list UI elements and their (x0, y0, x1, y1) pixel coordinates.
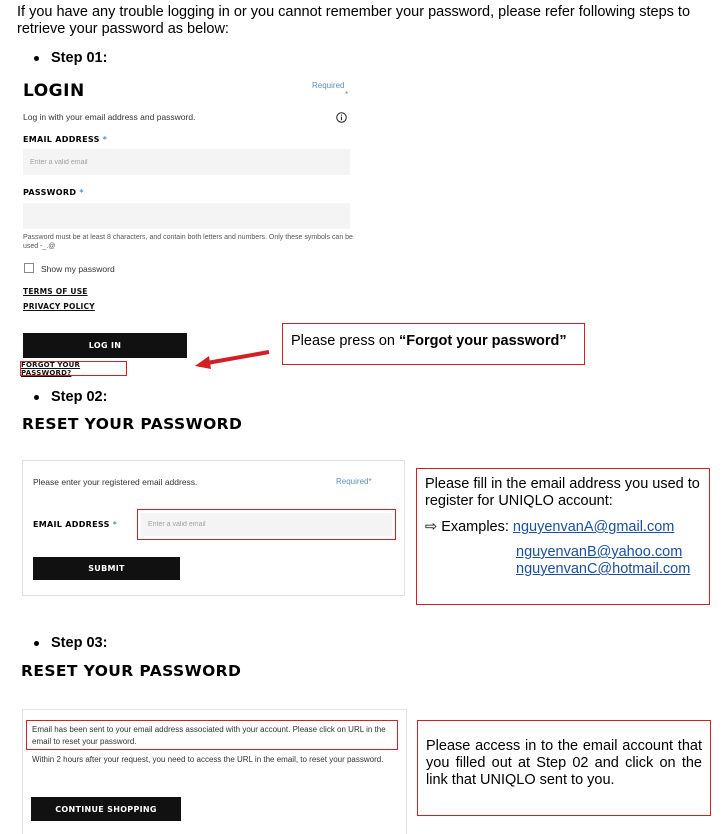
example-email-gmail[interactable]: nguyenvanA@gmail.com (512, 519, 675, 535)
step-01-heading: Step 01: (34, 50, 107, 66)
login-title: LOGIN (23, 81, 85, 101)
bullet-icon (34, 56, 39, 61)
required-note: Required* (336, 477, 372, 486)
callout-forgot-password: Please press on “Forgot your password” (282, 323, 585, 365)
continue-shopping-button[interactable]: CONTINUE SHOPPING (31, 797, 181, 821)
reset-password-title-2: RESET YOUR PASSWORD (21, 662, 242, 680)
time-limit-note: Within 2 hours after your request, you need to access the URL in the email, to reset your password. (32, 755, 384, 764)
red-arrow-icon (193, 347, 273, 373)
reset-email-input[interactable] (141, 513, 392, 536)
email-field[interactable] (23, 149, 350, 175)
step-02-heading: Step 02: (34, 389, 107, 405)
callout-access-email: Please access in to the email account that you filled out at Step 02 and click on the link that UNIQLO sent to you. (417, 720, 711, 816)
example-row-1: ⇨ Examples: nguyenvanA@gmail.com (425, 519, 675, 535)
forgot-password-highlight[interactable] (20, 361, 127, 376)
login-button[interactable]: LOG IN (23, 333, 187, 358)
info-icon[interactable] (336, 110, 347, 121)
reset-email-label: EMAIL ADDRESS * (33, 520, 118, 529)
show-password-checkbox[interactable] (24, 263, 34, 273)
callout-email-examples (416, 468, 710, 605)
required-note: Required (312, 81, 345, 90)
example-row-2 (516, 544, 701, 561)
show-password-label: Show my password (41, 264, 115, 274)
password-hint: Password must be at least 8 characters, and contain both letters and numbers. Only these symbols can be used -_.@ (23, 234, 353, 250)
step-03-heading: Step 03: (34, 635, 107, 651)
email-label: EMAIL ADDRESS * (23, 135, 108, 144)
email-sent-highlight (26, 720, 398, 750)
password-label: PASSWORD * (23, 188, 84, 197)
bullet-icon (34, 395, 39, 400)
arrow-icon: ⇨ (425, 519, 438, 535)
reset-password-title: RESET YOUR PASSWORD (22, 415, 243, 433)
password-input[interactable] (23, 203, 350, 229)
intro-text: If you have any trouble logging in or you cannot remember your password, please refer following steps to retrieve your password as below: (17, 4, 691, 37)
reset-email-highlight (137, 509, 396, 540)
example-email-yahoo[interactable]: nguyenvanB@yahoo.com (516, 544, 683, 560)
example-email-hotmail[interactable]: nguyenvanC@hotmail.com (516, 561, 691, 577)
terms-of-use-link[interactable]: TERMS OF USE (23, 287, 88, 296)
required-star: * (345, 90, 349, 99)
reset-instruction: Please enter your registered email address. (33, 477, 198, 487)
bullet-icon (34, 641, 39, 646)
email-sent-message: Email has been sent to your email address associated with your account. Please click on URL in the email to reset your password. (32, 725, 386, 746)
example-row-3 (516, 561, 701, 578)
submit-button[interactable]: SUBMIT (33, 557, 180, 580)
forgot-password-link[interactable]: FORGOT YOUR PASSWORD? (21, 360, 81, 377)
privacy-policy-link[interactable]: PRIVACY POLICY (23, 302, 95, 311)
password-field[interactable] (23, 203, 350, 229)
login-subtitle: Log in with your email address and password. (23, 112, 196, 122)
reset-email-field[interactable] (141, 513, 392, 536)
email-input[interactable] (23, 149, 350, 175)
callout-email-text: Please fill in the email address you used to register for UNIQLO account: (425, 476, 700, 509)
